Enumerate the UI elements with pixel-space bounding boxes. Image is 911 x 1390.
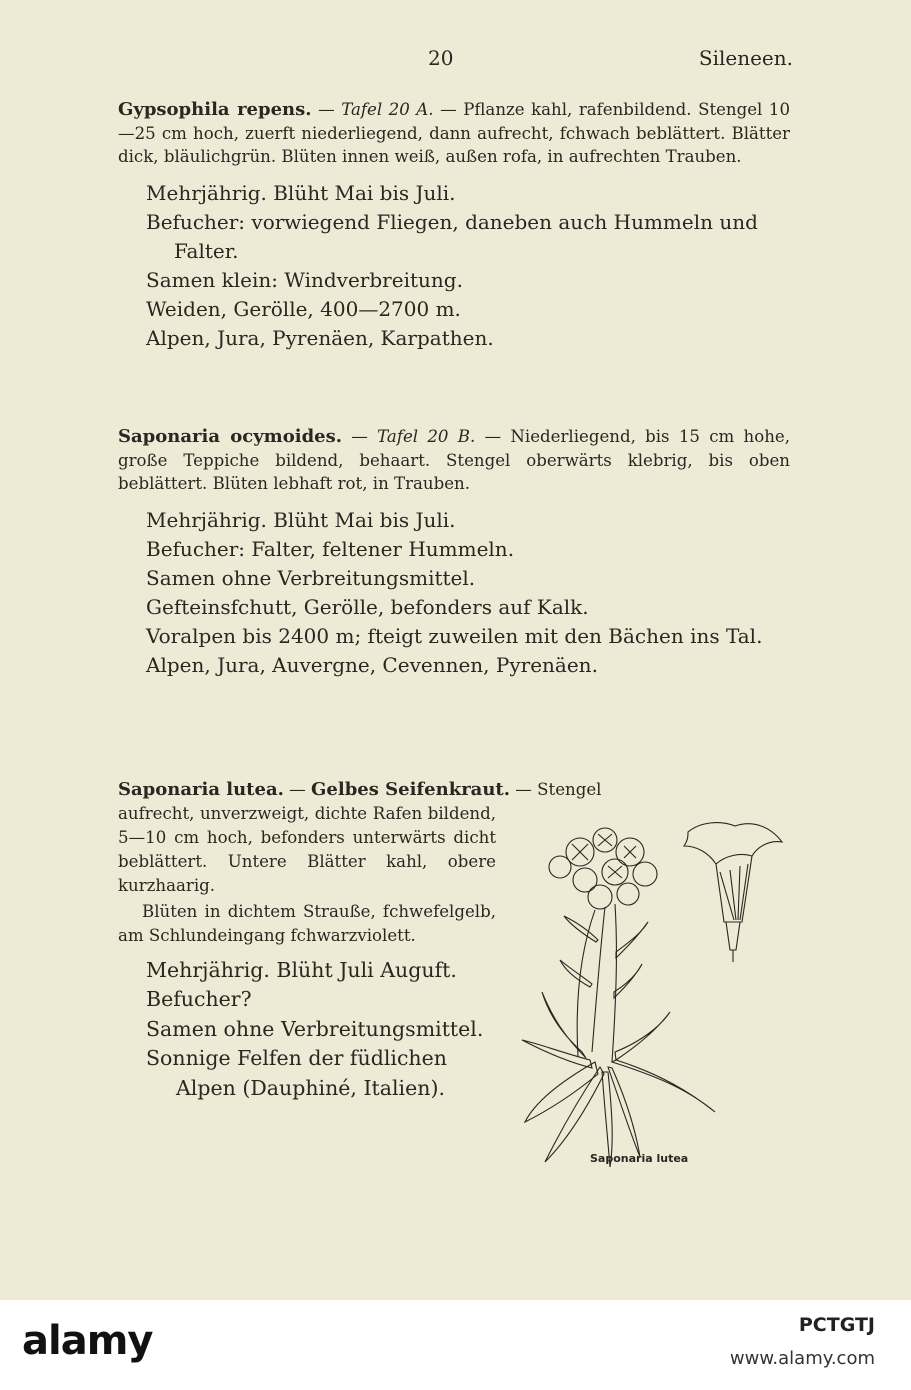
entry-gypsophila-repens xyxy=(118,98,790,353)
fact-line: Samen ohne Verbreitungsmittel. xyxy=(146,1016,484,1041)
entry-saponaria-ocymoides xyxy=(118,425,790,680)
fact-line: Mehrjährig. Blüht Juli Auguft. xyxy=(146,957,457,982)
fact-line: Samen ohne Verbreitungsmittel. xyxy=(146,565,476,590)
facts-list xyxy=(146,956,506,1104)
entry-description: Saponaria ocymoides. — Tafel 20 B. — Niederliegend, bis 15 cm hohe, große Teppiche bildend, behaart. Stengel oberwärts klebrig, bis oben beblättert. Blüten lebhaft rot, in Trauben. xyxy=(118,426,790,493)
entry-description: Gypsophila repens. — Tafel 20 A. — Pflanze kahl, rafenbildend. Stengel 10—25 cm hoch, zuerft niederliegend, dann aufrecht, fchwach beblättert. Blätter dick, bläulichgrün. Blüten innen weiß, außen rofa, in aufrechten Trauben. xyxy=(118,99,790,166)
section-title: Sileneen. xyxy=(698,46,793,70)
description-text: Niederliegend, bis 15 cm hohe, große Teppiche bildend, behaart. Stengel oberwärts klebrig, bis oben beblättert. Blüten lebhaft rot, in Trauben. xyxy=(118,427,790,493)
entry-description-2: Blüten in dichtem Strauße, fchwefelgelb, am Schlundeingang fchwarzviolett. xyxy=(118,901,496,945)
facts-list xyxy=(146,506,790,680)
page-header xyxy=(0,46,911,76)
flower-cluster-icon xyxy=(549,828,657,909)
plate-reference: Tafel 20 B. xyxy=(377,427,476,446)
fact-line: Alpen, Jura, Auvergne, Cevennen, Pyrenäen. xyxy=(146,652,598,677)
entry-description: aufrecht, unverzweigt, dichte Rafen bildend, 5—10 cm hoch, befonders unterwärts dicht beblättert. Untere Blätter kahl, obere kurzhaarig. xyxy=(118,803,496,895)
fact-line: Sonnige Felfen der füdlichen Alpen (Dauphiné, Italien). xyxy=(146,1046,447,1100)
fact-line: Alpen, Jura, Pyrenäen, Karpathen. xyxy=(146,325,494,350)
image-id: PCTGTJ xyxy=(798,1314,875,1336)
watermark-url: www.alamy.com xyxy=(729,1348,875,1369)
fact-line: Voralpen bis 2400 m; fteigt zuweilen mit den Bächen ins Tal. xyxy=(146,623,763,648)
fact-line: Befucher? xyxy=(146,987,252,1011)
description-text: Pflanze kahl, rafenbildend. Stengel 10—25 cm hoch, zuerft niederliegend, dann aufrecht, fchwach beblättert. Blätter dick, bläulichgrün. Blüten innen weiß, außen rofa, in aufrechten Trauben. xyxy=(118,100,790,166)
watermark-bar xyxy=(0,1300,911,1390)
species-name: Gypsophila repens. xyxy=(118,99,312,120)
fact-line: Gefteinsfchutt, Gerölle, befonders auf Kalk. xyxy=(146,594,589,619)
entry-heading-line: Saponaria lutea. — Gelbes Seifenkraut. — Stengel xyxy=(118,779,602,800)
fact-line: Samen klein: Windverbreitung. xyxy=(146,267,463,292)
single-flower-detail-icon xyxy=(684,823,782,962)
illustration-caption: Saponaria lutea xyxy=(590,1152,689,1165)
species-name: Saponaria ocymoides. xyxy=(118,426,343,447)
fact-line: Mehrjährig. Blüht Mai bis Juli. xyxy=(146,507,456,532)
saponaria-lutea-plant-drawing-icon xyxy=(520,812,790,1172)
fact-line: Befucher: vorwiegend Fliegen, daneben auch Hummeln und Falter. xyxy=(146,209,758,263)
facts-list xyxy=(146,179,790,353)
fact-line: Mehrjährig. Blüht Mai bis Juli. xyxy=(146,180,456,205)
fact-line: Befucher: Falter, feltener Hummeln. xyxy=(146,536,515,561)
fact-line: Weiden, Gerölle, 400—2700 m. xyxy=(146,296,461,321)
plate-reference: Tafel 20 A. xyxy=(341,100,434,119)
common-name: Gelbes Seifenkraut. xyxy=(311,779,511,800)
page-number: 20 xyxy=(428,46,454,70)
species-name: Saponaria lutea. xyxy=(118,779,284,800)
description-first-word: Stengel xyxy=(537,780,602,799)
alamy-logo: alamy xyxy=(22,1318,153,1364)
